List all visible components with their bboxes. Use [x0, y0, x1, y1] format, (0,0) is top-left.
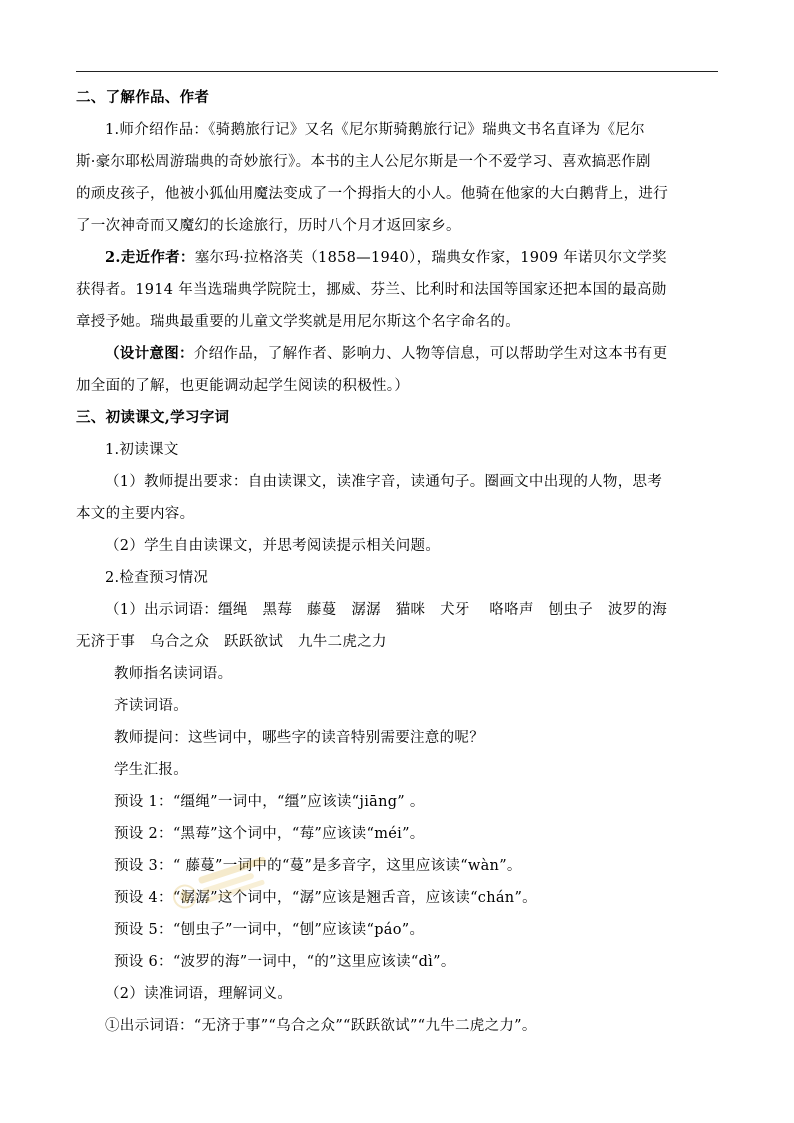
- paragraph-line: 1.师介绍作品：《骑鹅旅行记》又名《尼尔斯骑鹅旅行记》瑞典文书名直译为《尼尔: [105, 122, 645, 138]
- paragraph-line: 的顽皮孩子，他被小狐仙用魔法变成了一个拇指大的小人。他骑在他家的大白鹅背上，进行: [76, 186, 668, 202]
- paragraph-line: 1.初读课文: [105, 442, 179, 458]
- paragraph-line: 加全面的了解，也更能调动起学生阅读的积极性。）: [76, 378, 410, 394]
- paragraph-line: 预设 3：“ 藤蔓”一词中的“蔓”是多音字，这里应该读“wàn”。: [114, 858, 522, 874]
- paragraph-line: 预设 5：“刨虫子”一词中，“刨”应该读“páo”。: [114, 922, 425, 938]
- paragraph-line: 预设 1：“缰绳”一词中，“缰”应该读“jiāng” 。: [114, 794, 425, 810]
- paragraph-line: 斯·豪尔耶松周游瑞典的奇妙旅行》。本书的主人公尼尔斯是一个不爱学习、喜欢搞恶作剧: [76, 154, 651, 170]
- paragraph-line: （1）出示词语：缰绳 黑莓 藤蔓 潺潺 猫咪 犬牙 咯咯声 刨虫子 波罗的海: [105, 602, 668, 618]
- header-rule: [76, 71, 718, 72]
- paragraph-line: 教师提问：这些词中，哪些字的读音特别需要注意的呢？: [114, 730, 484, 746]
- document-body: [76, 82, 718, 1042]
- paragraph-line: 学生汇报。: [114, 762, 188, 778]
- paragraph-line: [76, 242, 718, 274]
- paragraph-line: （2）学生自由读课文，并思考阅读提示相关问题。: [105, 538, 441, 554]
- paragraph-line: 预设 6：“波罗的海”一词中，“的”这里应该读“dì”。: [114, 954, 456, 970]
- paragraph-line: 获得者。1914 年当选瑞典学院院士，挪威、芬兰、比利时和法国等国家还把本国的最高勋: [76, 282, 667, 298]
- paragraph-line: 齐读词语。: [114, 698, 188, 714]
- paragraph-line: （2）读准词语，理解词义。: [105, 986, 293, 1002]
- section-heading: 三、初读课文,学习字词: [76, 409, 230, 426]
- section-heading: 二、了解作品、作者: [76, 89, 210, 106]
- paragraph-line: 章授予她。瑞典最重要的儿童文学奖就是用尼尔斯这个名字命名的。: [76, 314, 520, 330]
- author-label: 2.走近作者：: [105, 249, 195, 266]
- paragraph-line: 了一次神奇而又魔幻的长途旅行，历时八个月才返回家乡。: [76, 218, 461, 234]
- design-intent-label: （设计意图：: [105, 345, 194, 362]
- paragraph-line: 预设 2：“黑莓”这个词中，“莓”应该读“méi”。: [114, 826, 425, 842]
- paragraph-line: 2.检查预习情况: [105, 570, 209, 586]
- paragraph-line: ①出示词语：“无济于事”“乌合之众”“跃跃欲试”“九牛二虎之力”。: [105, 1018, 537, 1034]
- author-text: 塞尔玛·拉格洛芙（1858—1940），瑞典女作家，1909 年诺贝尔文学奖: [194, 250, 667, 266]
- paragraph-line: [76, 338, 718, 370]
- paragraph-line: （1）教师提出要求：自由读课文，读准字音，读通句子。圈画文中出现的人物，思考: [105, 474, 663, 490]
- paragraph-line: 本文的主要内容。: [76, 506, 195, 522]
- paragraph-line: 预设 4：“潺潺”这个词中，“潺”应该是翘舌音，应该读“chán”。: [114, 890, 537, 906]
- paragraph-line: 无济于事 乌合之众 跃跃欲试 九牛二虎之力: [76, 634, 387, 650]
- paragraph-line: 教师指名读词语。: [114, 666, 233, 682]
- design-intent-text: 介绍作品，了解作者、影响力、人物等信息，可以帮助学生对这本书有更: [193, 346, 668, 362]
